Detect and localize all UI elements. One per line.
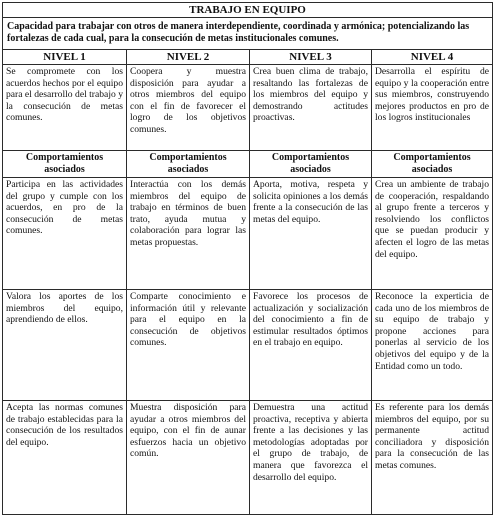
behaviors-subheader-4: Comportamientos asociados: [372, 151, 493, 178]
level-definition-2: Coopera y muestra disposición para ayudar a otros miembros del equipo con el fin de favorecer el logro de los objetivos comunes.: [127, 65, 250, 151]
behavior-2-3: Muestra disposición para ayudar a otros miembros del equipo, con el fin de aunar esfuerzos hacia un objetivo común.: [127, 401, 250, 515]
behavior-4-2: Reconoce la experticia de cada uno de los miembros de su equipo de trabajo y propone acciones para ponerlas al servicio de los objetivos del equipo y de la Entidad como un todo.: [372, 290, 493, 401]
behaviors-subheader-1: Comportamientos asociados: [3, 151, 127, 178]
level-definition-4: Desarrolla el espíritu de equipo y la cooperación entre sus miembros, construyendo mejores productos en pro de los logros institucionales: [372, 65, 493, 151]
behavior-4-1: Crea un ambiente de trabajo de cooperación, respaldando al grupo frente a terceros y resolviendo los conflictos que se puedan producir y afecten el logro de las metas del equipo.: [372, 178, 493, 290]
competency-description: Capacidad para trabajar con otros de manera interdependiente, coordinada y armónica; potencializando las fortalezas de cada cual, para la consecución de metas institucionales comunes.: [3, 18, 493, 50]
level-definition-3: Crea buen clima de trabajo, resaltando las fortalezas de los miembros del equipo y demostrando actitudes proactivas.: [250, 65, 372, 151]
behavior-1-2: Valora los aportes de los miembros del equipo, aprendiendo de ellos.: [3, 290, 127, 401]
level-definition-1: Se compromete con los acuerdos hechos por el equipo para el desarrollo del trabajo y la consecución de metas comunes.: [3, 65, 127, 151]
level-header-1: NIVEL 1: [3, 50, 127, 65]
table-title: TRABAJO EN EQUIPO: [3, 3, 493, 18]
behavior-3-3: Demuestra una actitud proactiva, receptiva y abierta frente a las decisiones y las metodologías adoptadas por el grupo de trabajo, de manera que favorezca el desarrollo del equipo.: [250, 401, 372, 515]
behavior-3-1: Aporta, motiva, respeta y solicita opiniones a los demás frente a la consecución de las metas del equipo.: [250, 178, 372, 290]
behavior-2-1: Interactúa con los demás miembros del equipo de trabajo en términos de buen trato, ayuda mutua y colaboración para lograr las metas propuestas.: [127, 178, 250, 290]
behavior-3-2: Favorece los procesos de actualización y socialización del conocimiento a fin de estimular resultados óptimos en el trabajo en equipo.: [250, 290, 372, 401]
behaviors-subheader-2: Comportamientos asociados: [127, 151, 250, 178]
behavior-4-3: Es referente para los demás miembros del equipo, por su permanente actitud conciliadora y disposición para la consecución de las metas comunes.: [372, 401, 493, 515]
level-header-4: NIVEL 4: [372, 50, 493, 65]
level-header-3: NIVEL 3: [250, 50, 372, 65]
competency-table: [2, 2, 493, 515]
behavior-1-1: Participa en las actividades del grupo y cumple con los acuerdos, en pro de la consecución de metas comunes.: [3, 178, 127, 290]
level-header-2: NIVEL 2: [127, 50, 250, 65]
behavior-2-2: Comparte conocimiento e información útil y relevante para el equipo en la consecución de objetivos comunes.: [127, 290, 250, 401]
behavior-1-3: Acepta las normas comunes de trabajo establecidas para la consecución de los resultados del equipo.: [3, 401, 127, 515]
behaviors-subheader-3: Comportamientos asociados: [250, 151, 372, 178]
competency-table-frame: [2, 2, 492, 515]
